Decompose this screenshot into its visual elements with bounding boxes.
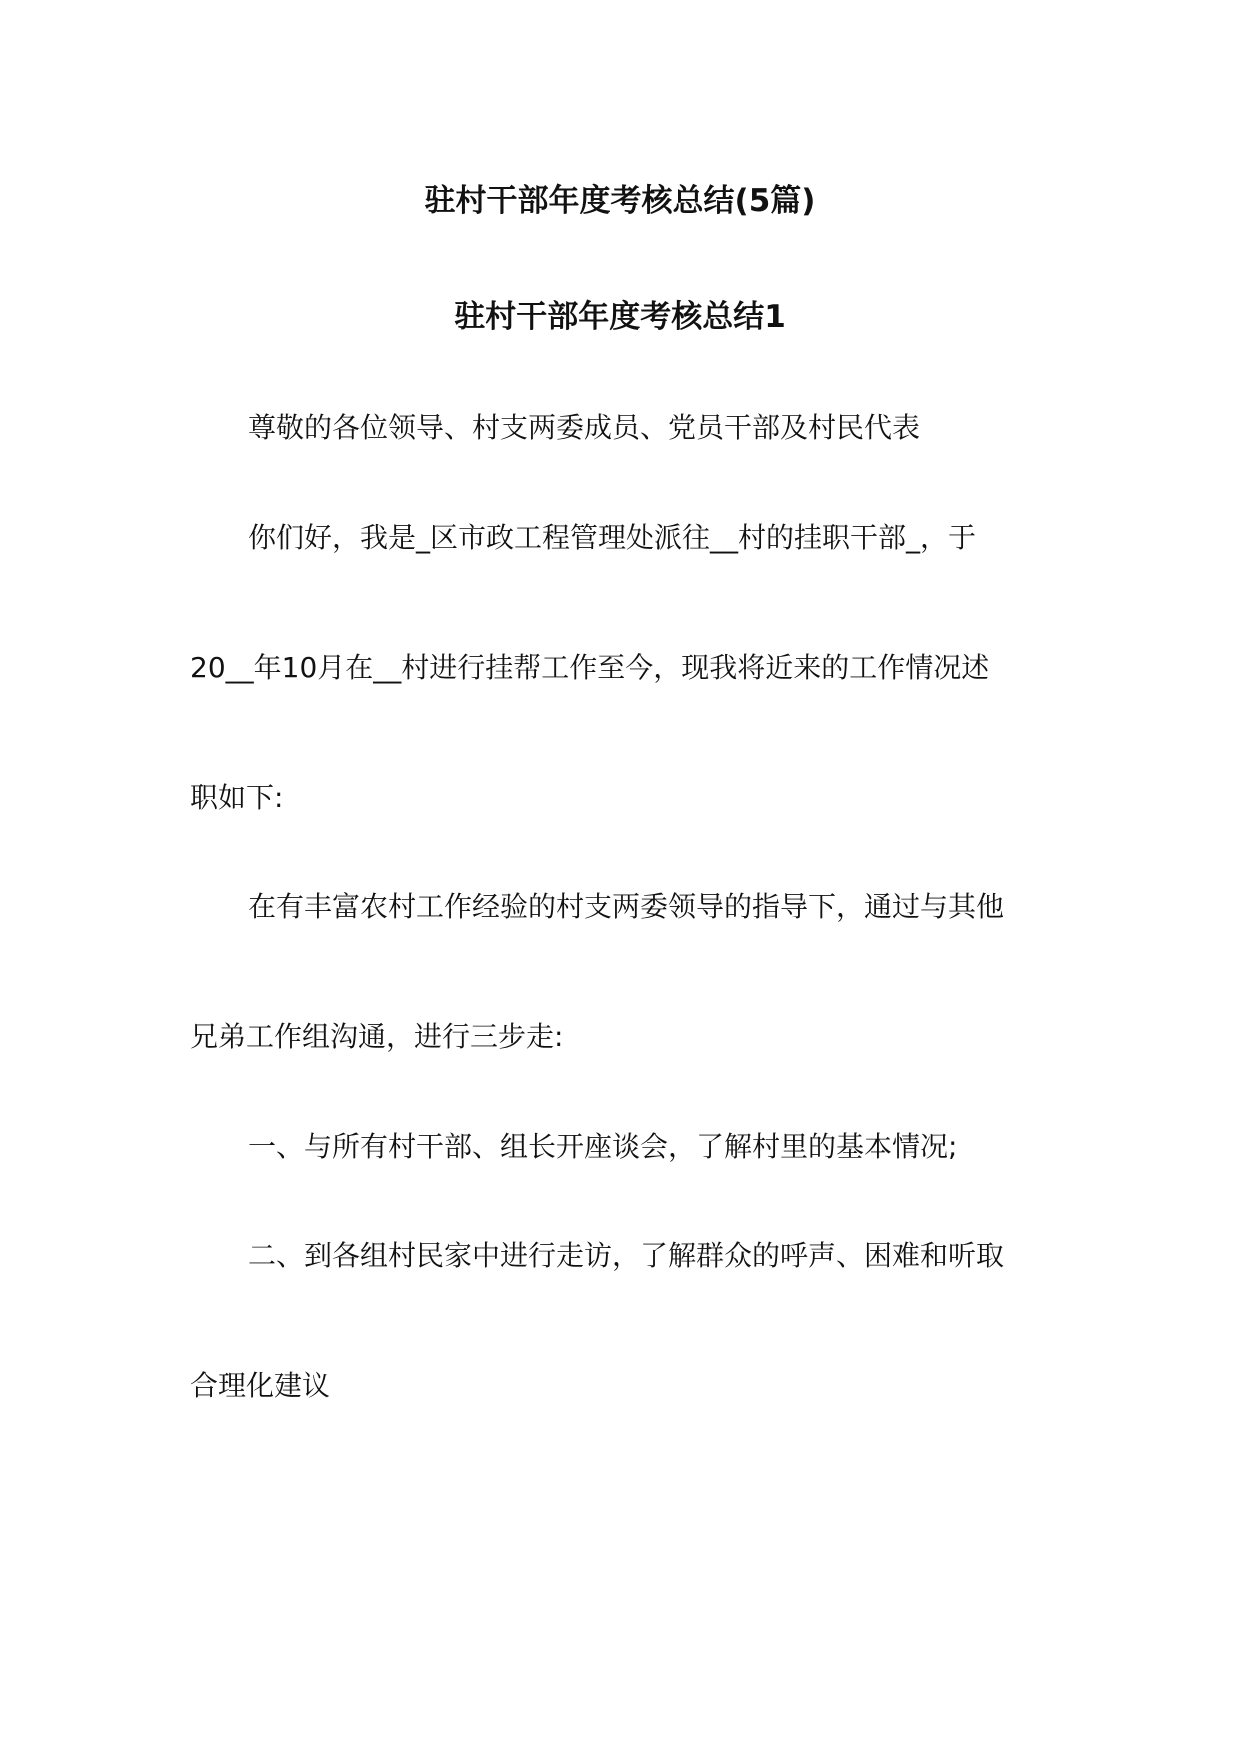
paragraph-line: 合理化建议 [190,1369,331,1402]
paragraph-line: 在有丰富农村工作经验的村支两委领导的指导下，通过与其他 [248,890,1005,923]
paragraph-line: 兄弟工作组沟通，进行三步走: [190,1020,564,1053]
paragraph-line: 20__年10月在__村进行挂帮工作至今，现我将近来的工作情况述 [190,651,990,684]
paragraph-line: 职如下: [190,781,284,814]
salutation-line: 尊敬的各位领导、村支两委成员、党员干部及村民代表 [248,411,921,444]
document-title: 驻村干部年度考核总结(5篇) [424,183,816,219]
paragraph-line: 你们好，我是_区市政工程管理处派往__村的挂职干部_，于 [248,521,977,554]
list-item-line: 二、到各组村民家中进行走访，了解群众的呼声、困难和听取 [248,1239,1005,1272]
section-title: 驻村干部年度考核总结1 [454,299,786,335]
list-item-line: 一、与所有村干部、组长开座谈会，了解村里的基本情况; [248,1130,958,1163]
